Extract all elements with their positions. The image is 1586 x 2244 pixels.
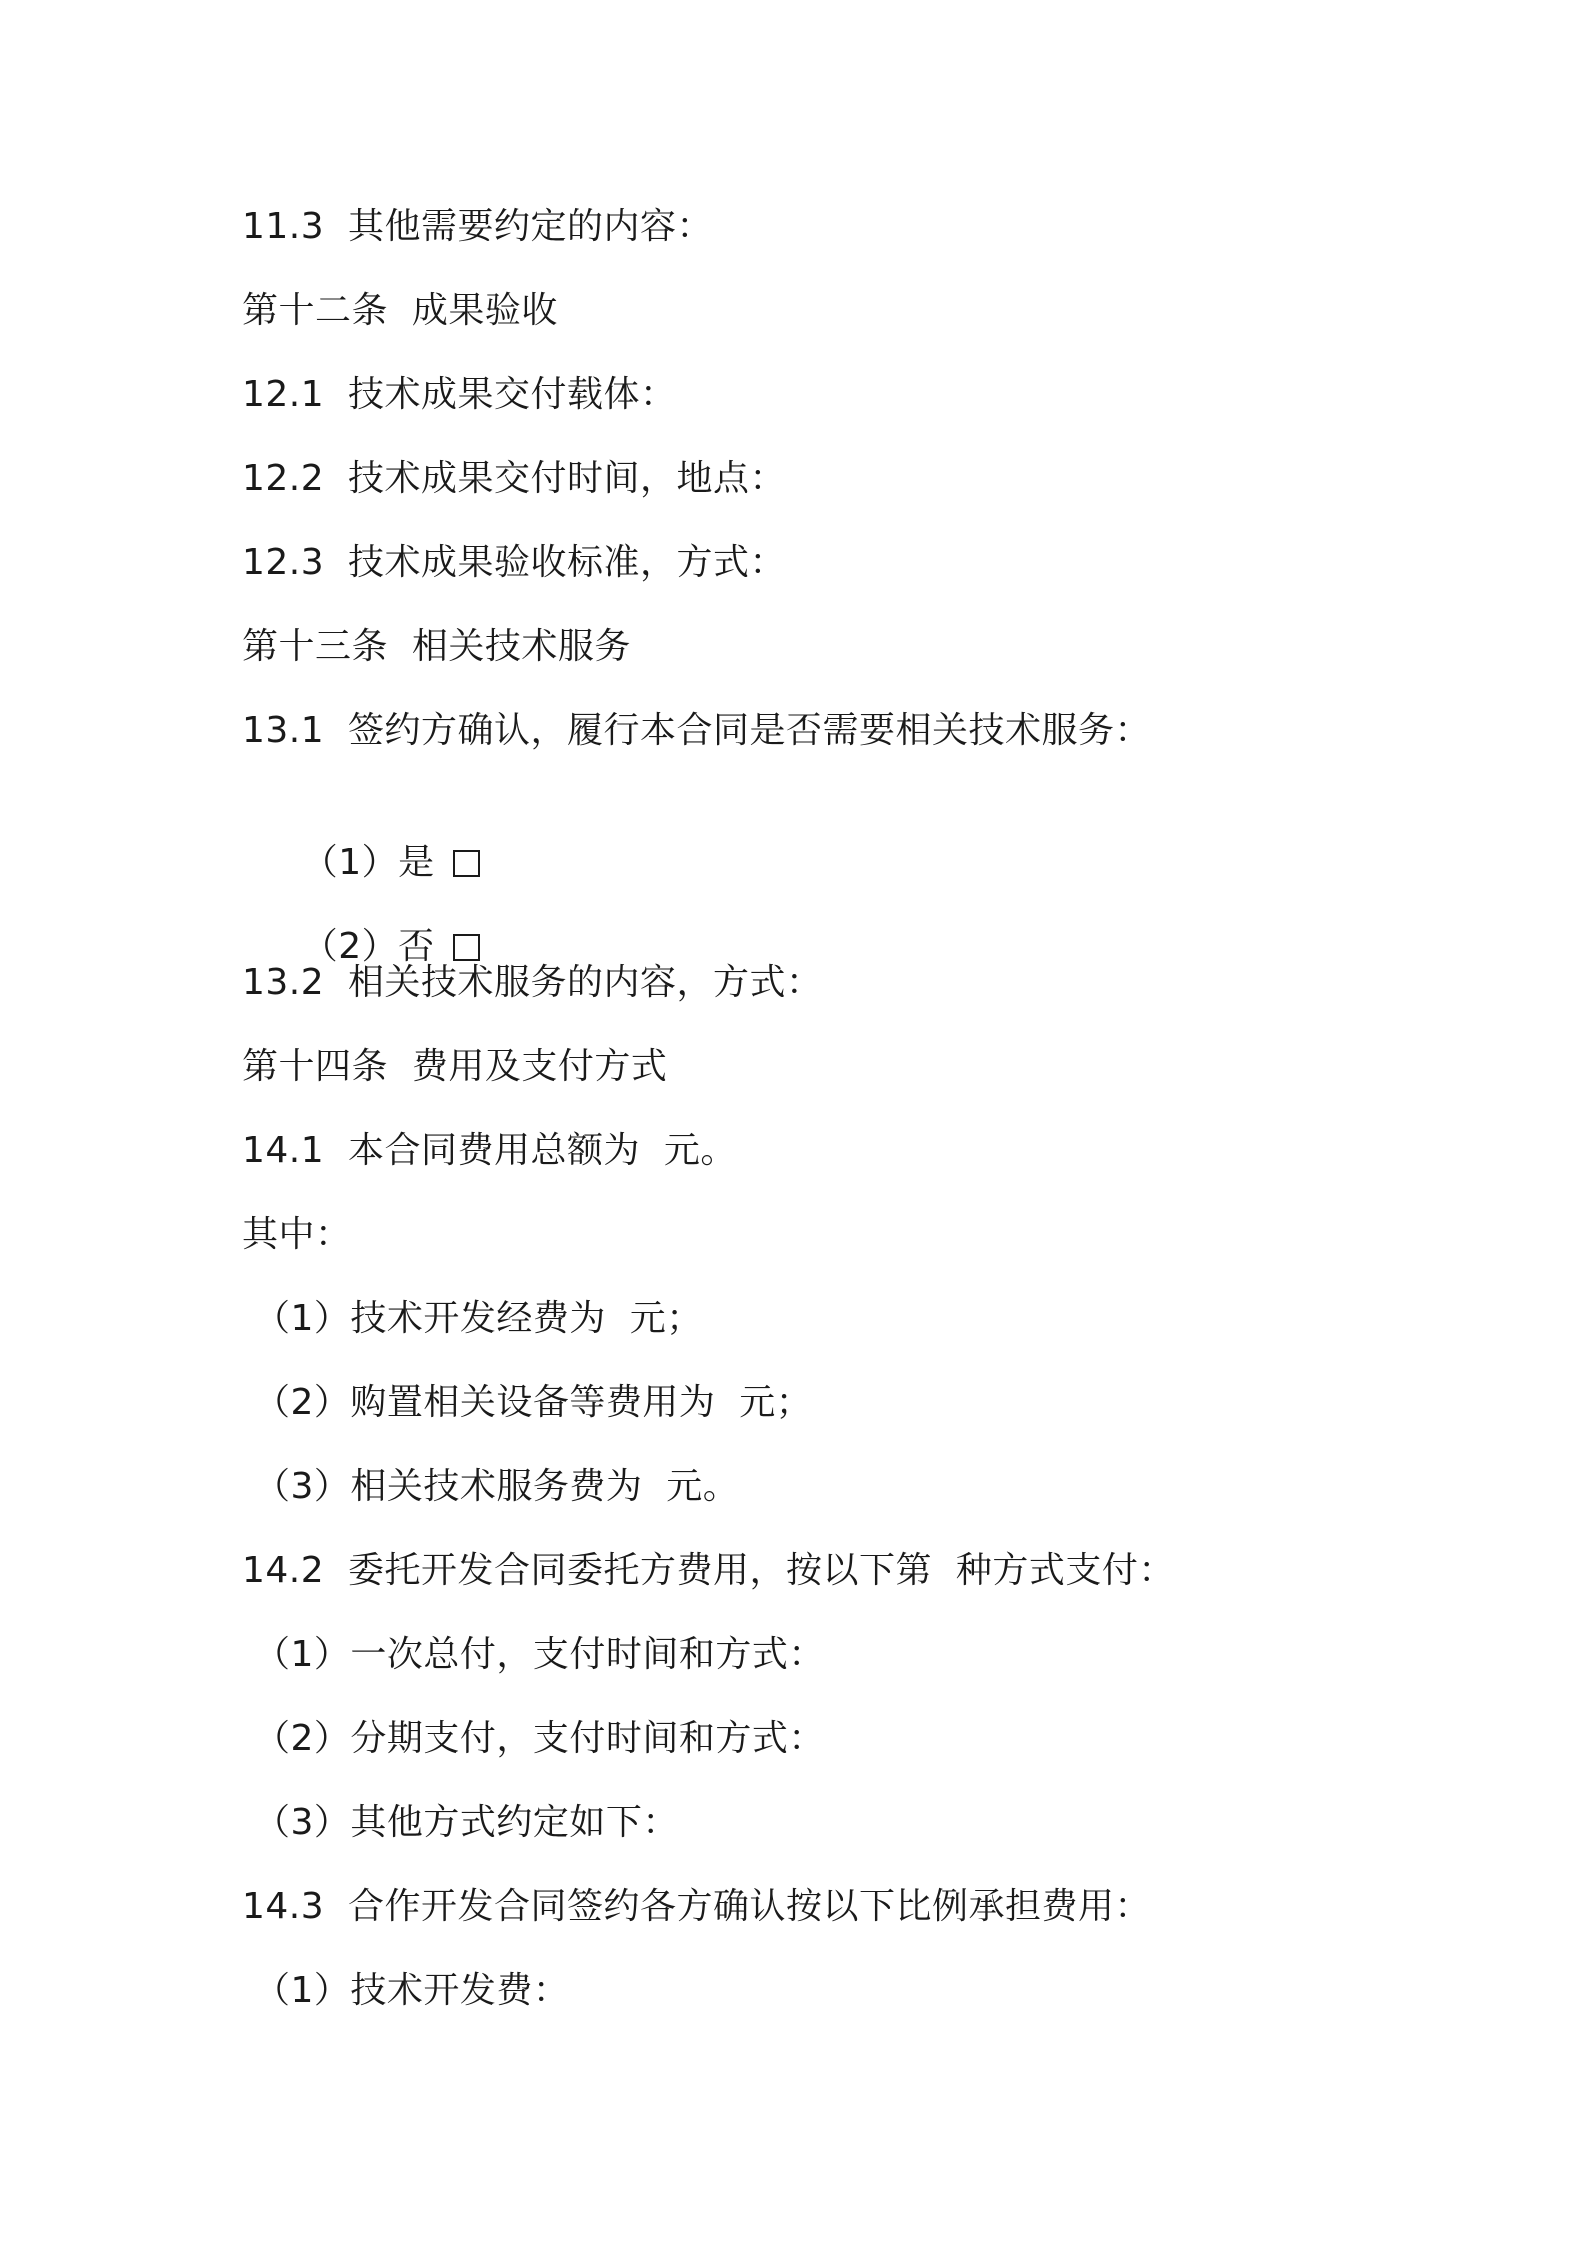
clause-14-1: 14.1 本合同费用总额为 元。 xyxy=(242,1130,737,1171)
article-14-heading: 第十四条 费用及支付方式 xyxy=(242,1046,668,1087)
clause-14-1-among: 其中： xyxy=(242,1214,352,1255)
option-yes-checkbox[interactable] xyxy=(453,850,480,877)
clause-14-1-item-3: （3）相关技术服务费为 元。 xyxy=(254,1466,740,1507)
clause-12-2: 12.2 技术成果交付时间，地点： xyxy=(242,458,787,499)
clause-12-1: 12.1 技术成果交付载体： xyxy=(242,374,677,415)
article-12-heading: 第十二条 成果验收 xyxy=(242,290,558,331)
option-no-label: （2）否 xyxy=(301,926,435,967)
clause-13-1: 13.1 签约方确认，履行本合同是否需要相关技术服务： xyxy=(242,710,1152,751)
clause-14-1-item-2: （2）购置相关设备等费用为 元； xyxy=(254,1382,813,1423)
clause-12-3: 12.3 技术成果验收标准，方式： xyxy=(242,542,787,583)
clause-14-2-item-1: （1）一次总付，支付时间和方式： xyxy=(254,1634,825,1675)
clause-14-2: 14.2 委托开发合同委托方费用，按以下第 种方式支付： xyxy=(242,1550,1175,1591)
option-no-checkbox[interactable] xyxy=(453,934,480,961)
clause-11-3: 11.3 其他需要约定的内容： xyxy=(242,206,714,247)
article-13-heading: 第十三条 相关技术服务 xyxy=(242,626,631,667)
clause-14-2-item-3: （3）其他方式约定如下： xyxy=(254,1802,679,1843)
clause-14-3: 14.3 合作开发合同签约各方确认按以下比例承担费用： xyxy=(242,1886,1152,1927)
option-yes-label: （1）是 xyxy=(301,842,435,883)
clause-13-2: 13.2 相关技术服务的内容，方式： xyxy=(242,962,823,1003)
clause-14-2-item-2: （2）分期支付，支付时间和方式： xyxy=(254,1718,825,1759)
clause-14-3-item-1: （1）技术开发费： xyxy=(254,1970,570,2011)
clause-14-1-item-1: （1）技术开发经费为 元； xyxy=(254,1298,703,1339)
